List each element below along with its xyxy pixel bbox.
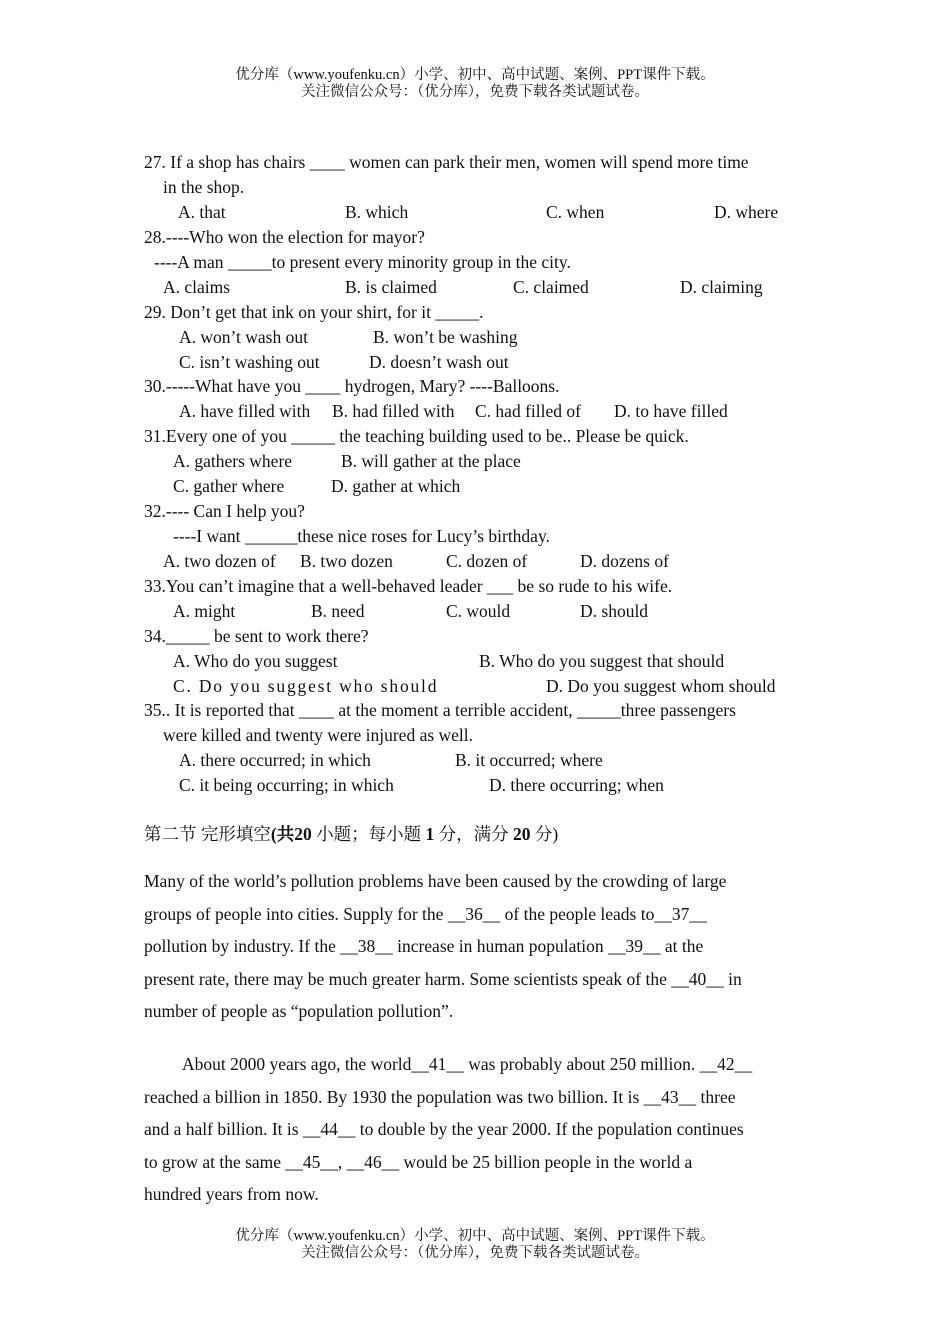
passage-p2-line-4: to grow at the same __45__, __46__ would be 25 billion people in the world a [144,1152,693,1172]
q28-option-a: A. claims [163,277,231,297]
q30-option-b: B. had filled with [332,401,455,421]
q34-option-c: C. Do you suggest who should [173,676,439,696]
section-2-open: (共 [270,824,295,844]
section-2-points-each: 1 [425,824,435,844]
footer-line-1: 优分库（www.youfenku.cn）小学、初中、高中试题、案例、PPT课件下载。 [235,1228,715,1244]
q27-option-d: D. where [714,202,779,222]
q27-option-b: B. which [345,202,409,222]
q29-stem-1: 29. Don’t get that ink on your shirt, for it _____. [144,302,484,322]
section-2-prefix: 第二节 完形填空 [144,824,271,844]
passage-p1-line-1: Many of the world’s pollution problems have been caused by the crowding of large [144,871,727,891]
q31-stem-1: 31.Every one of you _____ the teaching building used to be.. Please be quick. [144,426,689,446]
passage-p2-line-3: and a half billion. It is __44__ to double by the year 2000. If the population continues [144,1119,744,1139]
page-footer [0,1228,950,1262]
section-2-count: 20 [294,824,312,844]
q33-option-c: C. would [446,601,511,621]
q32-option-a: A. two dozen of [163,551,276,571]
q32-option-b: B. two dozen [300,551,393,571]
q28-stem-2: ----A man _____to present every minority group in the city. [154,252,571,272]
q27-stem-2: in the shop. [163,177,245,197]
q33-option-d: D. should [580,601,649,621]
passage-p2-line-1: About 2000 years ago, the world__41__ was probably about 250 million. __42__ [182,1054,753,1074]
q28-option-b: B. is claimed [345,277,437,297]
q35-stem-2: were killed and twenty were injured as well. [163,725,474,745]
passage-p1-line-5: number of people as “population pollution”. [144,1001,454,1021]
q31-option-a: A. gathers where [173,451,293,471]
q27-option-a: A. that [178,202,226,222]
header-line-2: 关注微信公众号：（优分库），免费下载各类试题试卷。 [301,84,649,100]
section-2-mid1: 小题；每小题 [316,824,422,844]
passage-p1-line-4: present rate, there may be much greater harm. Some scientists speak of the __40__ in [144,969,742,989]
passage-p1-line-2: groups of people into cities. Supply for the __36__ of the people leads to__37__ [144,904,707,924]
section-2-mid2: 分，满分 [438,824,509,844]
q29-option-c: C. isn’t washing out [179,352,320,372]
q30-option-d: D. to have filled [614,401,728,421]
q34-option-a: A. Who do you suggest [173,651,338,671]
passage-p2-line-2: reached a billion in 1850. By 1930 the population was two billion. It is __43__ three [144,1087,736,1107]
section-2-heading [144,821,558,846]
section-2-total: 20 [512,824,531,844]
q27-stem-1: 27. If a shop has chairs ____ women can park their men, women will spend more time [144,152,749,172]
q28-option-c: C. claimed [513,277,589,297]
q28-stem-1: 28.----Who won the election for mayor? [144,227,425,247]
q34-option-b: B. Who do you suggest that should [479,651,725,671]
q34-stem-1: 34._____ be sent to work there? [144,626,369,646]
q35-option-b: B. it occurred; where [455,750,603,770]
q32-option-d: D. dozens of [580,551,669,571]
passage-p2-line-5: hundred years from now. [144,1184,319,1204]
q35-option-c: C. it being occurring; in which [179,775,394,795]
q31-option-d: D. gather at which [331,476,461,496]
q27-option-c: C. when [546,202,605,222]
q35-stem-1: 35.. It is reported that ____ at the moment a terrible accident, _____three passengers [144,700,736,720]
passage-p1-line-3: pollution by industry. If the __38__ increase in human population __39__ at the [144,936,704,956]
q31-option-b: B. will gather at the place [341,451,521,471]
q29-option-b: B. won’t be washing [373,327,518,347]
q30-option-a: A. have filled with [179,401,311,421]
q32-stem-1: 32.---- Can I help you? [144,501,305,521]
q29-option-a: A. won’t wash out [179,327,308,347]
q30-option-c: C. had filled of [475,401,581,421]
q30-stem-1: 30.-----What have you ____ hydrogen, Mary? ----Balloons. [144,376,560,396]
header-line-1: 优分库（www.youfenku.cn）小学、初中、高中试题、案例、PPT课件下载。 [235,67,715,83]
q28-option-d: D. claiming [680,277,763,297]
page-header [0,67,950,101]
q29-option-d: D. doesn’t wash out [369,352,509,372]
footer-line-2: 关注微信公众号：（优分库），免费下载各类试题试卷。 [301,1245,649,1261]
q35-option-d: D. there occurring; when [489,775,664,795]
q35-option-a: A. there occurred; in which [179,750,371,770]
q33-stem-1: 33.You can’t imagine that a well-behaved leader ___ be so rude to his wife. [144,576,673,596]
q33-option-a: A. might [173,601,236,621]
q33-option-b: B. need [311,601,365,621]
q32-option-c: C. dozen of [446,551,528,571]
q34-option-d: D. Do you suggest whom should [546,676,776,696]
q31-option-c: C. gather where [173,476,285,496]
q32-stem-2: ----I want ______these nice roses for Lucy’s birthday. [173,526,550,546]
section-2-close-text: 分) [534,824,559,844]
